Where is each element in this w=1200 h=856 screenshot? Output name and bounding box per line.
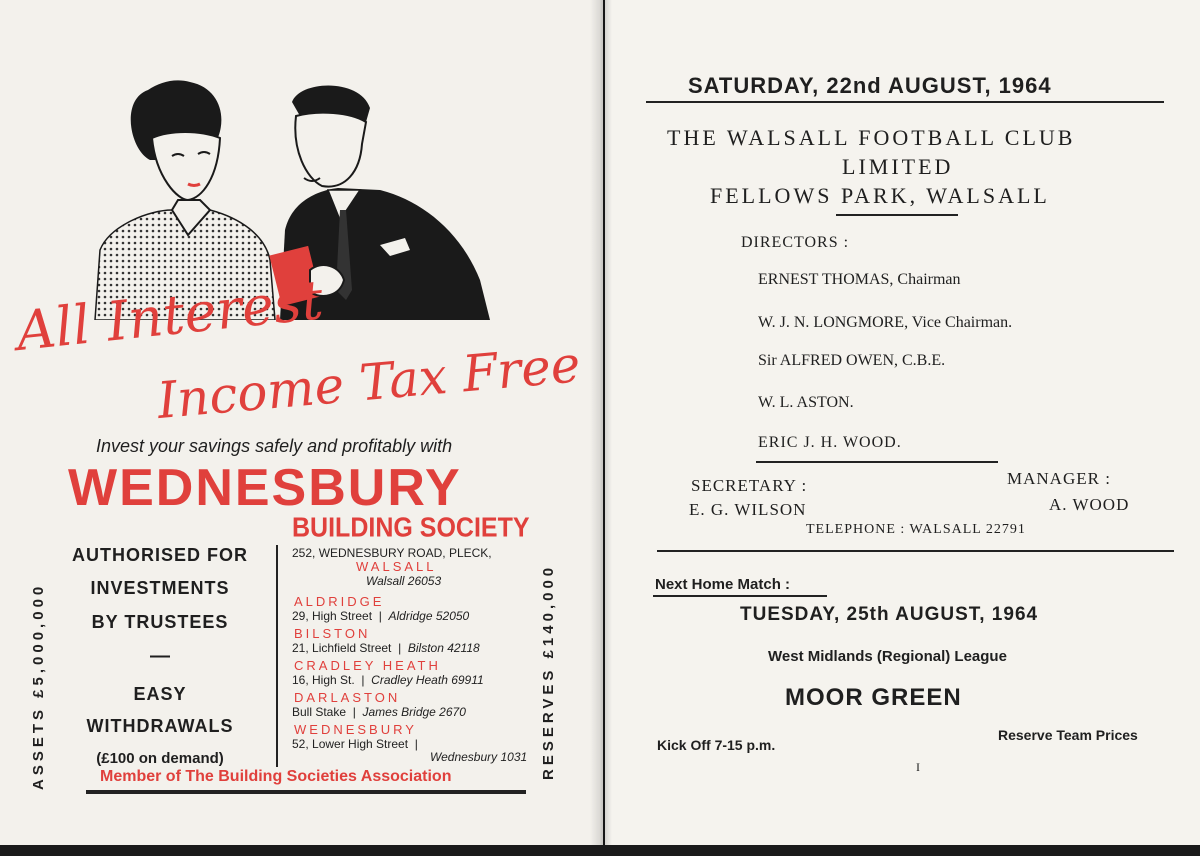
advert-bottom-rule <box>86 790 526 794</box>
opponent-name: MOOR GREEN <box>785 684 962 711</box>
dash-separator: — <box>150 645 170 667</box>
director-item: ERIC J. H. WOOD. <box>758 434 902 451</box>
manager-label: MANAGER : <box>1007 469 1111 488</box>
branch-name: DARLASTON <box>294 690 401 705</box>
demand-note: (£100 on demand) <box>96 750 224 767</box>
branch-name: CRADLEY HEATH <box>294 658 441 673</box>
league-name: West Midlands (Regional) League <box>768 648 1007 665</box>
secretary-label: SECRETARY : <box>691 476 808 495</box>
branch-name: WEDNESBURY <box>294 722 417 737</box>
branch-details: 21, Lichfield Street | Bilston 42118 <box>292 641 480 655</box>
branch-name: BILSTON <box>294 626 371 641</box>
club-name-line-2: LIMITED <box>842 154 954 179</box>
directors-rule <box>756 461 998 463</box>
next-label-underline <box>653 595 827 597</box>
auth-line-1: AUTHORISED FOR <box>72 545 248 565</box>
head-office-town: WALSALL <box>356 559 437 574</box>
director-item: W. L. ASTON. <box>758 394 854 411</box>
short-rule <box>836 214 958 216</box>
script-income-tax-free: Income Tax Free <box>154 335 583 430</box>
head-office-phone: Walsall 26053 <box>366 574 442 588</box>
member-association-line: Member of The Building Societies Association <box>100 768 452 785</box>
page-number: I <box>916 760 920 774</box>
auth-line-2: INVESTMENTS <box>90 578 230 598</box>
director-item: Sir ALFRED OWEN, C.B.E. <box>758 352 946 369</box>
club-name-line-1: THE WALSALL FOOTBALL CLUB <box>667 125 1076 150</box>
withdrawals-label: WITHDRAWALS <box>86 716 234 736</box>
branch-name: ALDRIDGE <box>294 594 385 609</box>
reserve-team-prices: Reserve Team Prices <box>998 727 1138 743</box>
brand-title: WEDNESBURY <box>68 459 462 517</box>
auth-line-3: BY TRUSTEES <box>91 612 229 632</box>
section-rule <box>657 550 1174 552</box>
assets-vertical-label: ASSETS £5,000,000 <box>30 582 47 790</box>
branch-details: 29, High Street | Aldridge 52050 <box>292 609 470 623</box>
match-date-heading: SATURDAY, 22nd AUGUST, 1964 <box>688 73 1052 98</box>
next-match-date: TUESDAY, 25th AUGUST, 1964 <box>740 604 1039 625</box>
kick-off-time: Kick Off 7-15 p.m. <box>657 737 776 753</box>
invest-tagline: Invest your savings safely and profitably with <box>96 436 453 456</box>
manager-name: A. WOOD <box>1049 495 1130 514</box>
building-society-title: BUILDING SOCIETY <box>292 512 530 544</box>
secretary-name: E. G. WILSON <box>689 500 807 519</box>
director-item: W. J. N. LONGMORE, Vice Chairman. <box>758 314 1013 331</box>
script-all-interest: All Interest <box>13 268 326 363</box>
director-item: ERNEST THOMAS, Chairman <box>758 271 961 288</box>
telephone-line: TELEPHONE : WALSALL 22791 <box>806 522 1026 537</box>
branch-phone: Wednesbury 1031 <box>430 750 528 764</box>
head-office-address: 252, WEDNESBURY ROAD, PLECK, <box>292 546 492 560</box>
branch-details: 52, Lower High Street | <box>292 737 418 751</box>
club-ground: FELLOWS PARK, WALSALL <box>710 183 1050 208</box>
directors-label: DIRECTORS : <box>741 234 850 251</box>
next-home-match-label: Next Home Match : <box>655 576 791 593</box>
column-divider <box>276 545 278 767</box>
reserves-vertical-label: RESERVES £140,000 <box>540 563 557 780</box>
branch-details: Bull Stake | James Bridge 2670 <box>292 705 466 719</box>
easy-label: EASY <box>133 684 187 704</box>
heading-rule <box>646 101 1164 103</box>
branch-details: 16, High St. | Cradley Heath 69911 <box>292 673 484 687</box>
